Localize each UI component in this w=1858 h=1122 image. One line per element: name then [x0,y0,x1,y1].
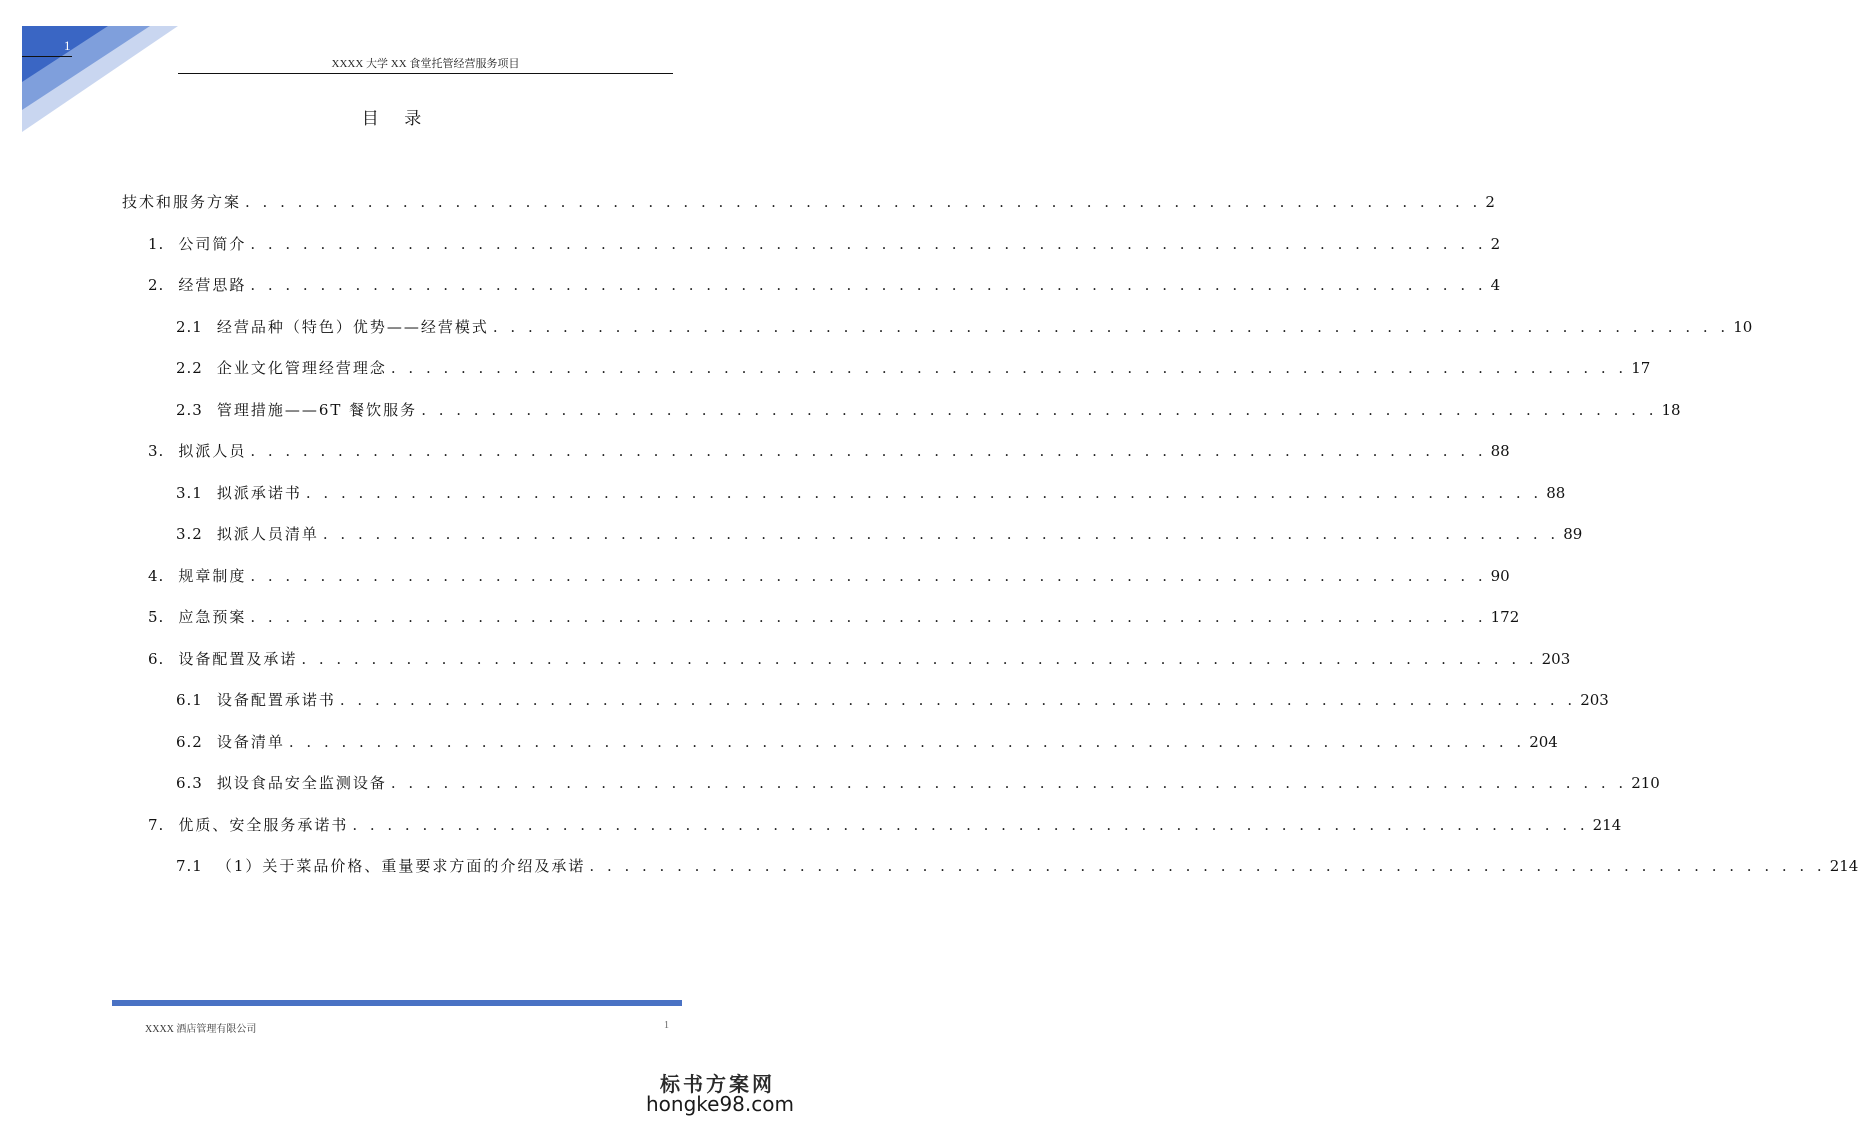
toc-entry-number: 3.1 [176,483,203,502]
toc-entry-label: 拟派承诺书 [216,483,302,502]
toc-entry-page: 10 [1733,317,1753,336]
toc-leader-dots: . . . . . . . . . . . . . . . . . . . . . . . . . . . . . . . . . . . . . . . . . . . . . . . . . . . . . . . . . . . . . . . . . . . . . . . [492,317,1730,336]
toc-entry-number: 6.1 [176,691,203,709]
toc-entry[interactable] [148,440,1510,462]
toc-entry[interactable] [176,689,1609,711]
toc-entry[interactable] [176,772,1660,794]
toc-entry-label: 管理措施——6T 餐饮服务 [216,400,418,419]
toc-leader-dots: . . . . . . . . . . . . . . . . . . . . . . . . . . . . . . . . . . . . . . . . . . . . . . . . . . . . . . . . . . . . . . . . . . . . . . . [421,400,1658,419]
toc-entry-number: 6. [148,649,165,668]
toc-entry-label: 优质、安全服务承诺书 [178,815,349,834]
toc-entry-label: 经营品种（特色）优势——经营模式 [216,317,489,336]
toc-entry[interactable] [148,606,1520,628]
toc-entry-page: 2 [1490,234,1501,253]
header-rule [178,73,673,74]
toc-entry-label: （1）关于菜品价格、重量要求方面的介绍及承诺 [216,857,586,875]
toc-entry-number: 6.3 [176,774,203,792]
toc-entry-page: 90 [1490,566,1510,585]
toc-entry-page: 210 [1631,774,1660,792]
toc-entry-page: 88 [1546,483,1566,502]
toc-entry[interactable] [122,191,1495,213]
toc-entry-number: 2.2 [176,359,203,377]
toc-entry-page: 89 [1563,525,1583,543]
toc-entry-page: 203 [1580,691,1609,709]
toc-entry-page: 214 [1829,857,1858,875]
toc-leader-dots: . . . . . . . . . . . . . . . . . . . . . . . . . . . . . . . . . . . . . . . . . . . . . . . . . . . . . . . . . . . . . . . . . . . . . . . [305,483,1543,502]
toc-entry-label: 设备配置承诺书 [216,691,336,709]
toc-entry-page: 203 [1541,649,1571,668]
footer-bar [112,1000,682,1006]
toc-entry[interactable] [148,648,1571,670]
toc-leader-dots: . . . . . . . . . . . . . . . . . . . . . . . . . . . . . . . . . . . . . . . . . . . . . . . . . . . . . . . . . . . . . . . . . . . . . . . [322,525,1560,543]
toc-entry-label: 公司简介 [178,234,247,253]
toc-entry-number: 7. [148,815,165,834]
toc-entry[interactable] [176,855,1858,877]
toc-leader-dots: . . . . . . . . . . . . . . . . . . . . . . . . . . . . . . . . . . . . . . . . . . . . . . . . . . . . . . . . . . . . . . . . . . . . . . . [352,815,1589,834]
watermark-logo-text: 标书方案网 [660,1072,775,1096]
toc-entry[interactable] [176,316,1753,338]
toc-entry-page: 204 [1529,732,1558,751]
toc-leader-dots: . . . . . . . . . . . . . . . . . . . . . . . . . . . . . . . . . . . . . . . . . . . . . . . . . . . . . . . . . . . . . . . . . . . . . . . [390,359,1628,377]
toc-leader-dots: . . . . . . . . . . . . . . . . . . . . . . . . . . . . . . . . . . . . . . . . . . . . . . . . . . . . . . . . . . . . . . . . . . . . . . . [250,608,1487,626]
running-header-title: XXXX 大学 XX 食堂托管经营服务项目 [331,58,520,70]
toc-entry[interactable] [176,523,1583,545]
toc-leader-dots: . . . . . . . . . . . . . . . . . . . . . . . . . . . . . . . . . . . . . . . . . . . . . . . . . . . . . . . . . . . . . . . . . . . . . . . [390,774,1628,792]
toc-entry-label: 技术和服务方案 [122,193,242,211]
toc-entry-page: 172 [1490,608,1520,626]
toc-entry-label: 拟设食品安全监测设备 [216,774,387,792]
toc-entry-number: 3. [148,442,165,460]
toc-entry-label: 企业文化管理经营理念 [216,359,387,377]
toc-entry[interactable] [148,565,1510,587]
toc-entry-number: 2.3 [176,400,203,419]
toc-entry-number: 5. [148,608,165,626]
footer-page-number: 1 [664,1020,669,1031]
toc-leader-dots: . . . . . . . . . . . . . . . . . . . . . . . . . . . . . . . . . . . . . . . . . . . . . . . . . . . . . . . . . . . . . . . . . . . . . . . [250,276,1487,294]
toc-entry-page: 4 [1490,276,1501,294]
toc-entry-page: 2 [1485,193,1495,211]
toc-leader-dots: . . . . . . . . . . . . . . . . . . . . . . . . . . . . . . . . . . . . . . . . . . . . . . . . . . . . . . . . . . . . . . . . . . . . . . . [250,442,1487,460]
page-number-underline [22,56,72,57]
toc-entry[interactable] [176,731,1558,753]
toc-entry-number: 6.2 [176,732,203,751]
toc-entry[interactable] [176,399,1681,421]
toc-leader-dots: . . . . . . . . . . . . . . . . . . . . . . . . . . . . . . . . . . . . . . . . . . . . . . . . . . . . . . . . . . . . . . . . . . . . . . . [589,857,1826,875]
toc-entry-label: 拟派人员 [178,442,247,460]
toc-entry[interactable] [148,274,1501,296]
toc-leader-dots: . . . . . . . . . . . . . . . . . . . . . . . . . . . . . . . . . . . . . . . . . . . . . . . . . . . . . . . . . . . . . . . . . . . . . . . [245,193,1482,211]
toc-entry-label: 经营思路 [178,276,247,294]
toc-entry-label: 设备配置及承诺 [178,649,298,668]
toc-leader-dots: . . . . . . . . . . . . . . . . . . . . . . . . . . . . . . . . . . . . . . . . . . . . . . . . . . . . . . . . . . . . . . . . . . . . . . . [301,649,1538,668]
toc-entry-label: 规章制度 [178,566,247,585]
toc-leader-dots: . . . . . . . . . . . . . . . . . . . . . . . . . . . . . . . . . . . . . . . . . . . . . . . . . . . . . . . . . . . . . . . . . . . . . . . [288,732,1526,751]
toc-entry-page: 17 [1631,359,1651,377]
document-title: 目 录 [361,109,432,129]
toc-leader-dots: . . . . . . . . . . . . . . . . . . . . . . . . . . . . . . . . . . . . . . . . . . . . . . . . . . . . . . . . . . . . . . . . . . . . . . . [250,234,1487,253]
toc-entry-number: 7.1 [176,857,203,875]
toc-entry-number: 2. [148,276,165,294]
toc-entry[interactable] [148,233,1501,255]
toc-entry-page: 214 [1592,815,1622,834]
toc-entry-label: 应急预案 [178,608,247,626]
toc-entry[interactable] [176,357,1651,379]
header-page-number: 1 [64,38,71,53]
toc-entry-number: 3.2 [176,525,203,543]
toc-leader-dots: . . . . . . . . . . . . . . . . . . . . . . . . . . . . . . . . . . . . . . . . . . . . . . . . . . . . . . . . . . . . . . . . . . . . . . . [250,566,1487,585]
toc-entry-number: 2.1 [176,317,203,336]
toc-entry-label: 设备清单 [216,732,285,751]
toc-leader-dots: . . . . . . . . . . . . . . . . . . . . . . . . . . . . . . . . . . . . . . . . . . . . . . . . . . . . . . . . . . . . . . . . . . . . . . . [339,691,1577,709]
watermark-url: hongke98.com [646,1092,794,1116]
toc-entry[interactable] [148,814,1622,836]
footer-company: XXXX 酒店管理有限公司 [145,1024,257,1035]
toc-entry-number: 1. [148,234,165,253]
toc-entry-label: 拟派人员清单 [216,525,319,543]
toc-entry-page: 88 [1490,442,1510,460]
toc-entry[interactable] [176,482,1566,504]
toc-entry-page: 18 [1661,400,1681,419]
toc-entry-number: 4. [148,566,165,585]
